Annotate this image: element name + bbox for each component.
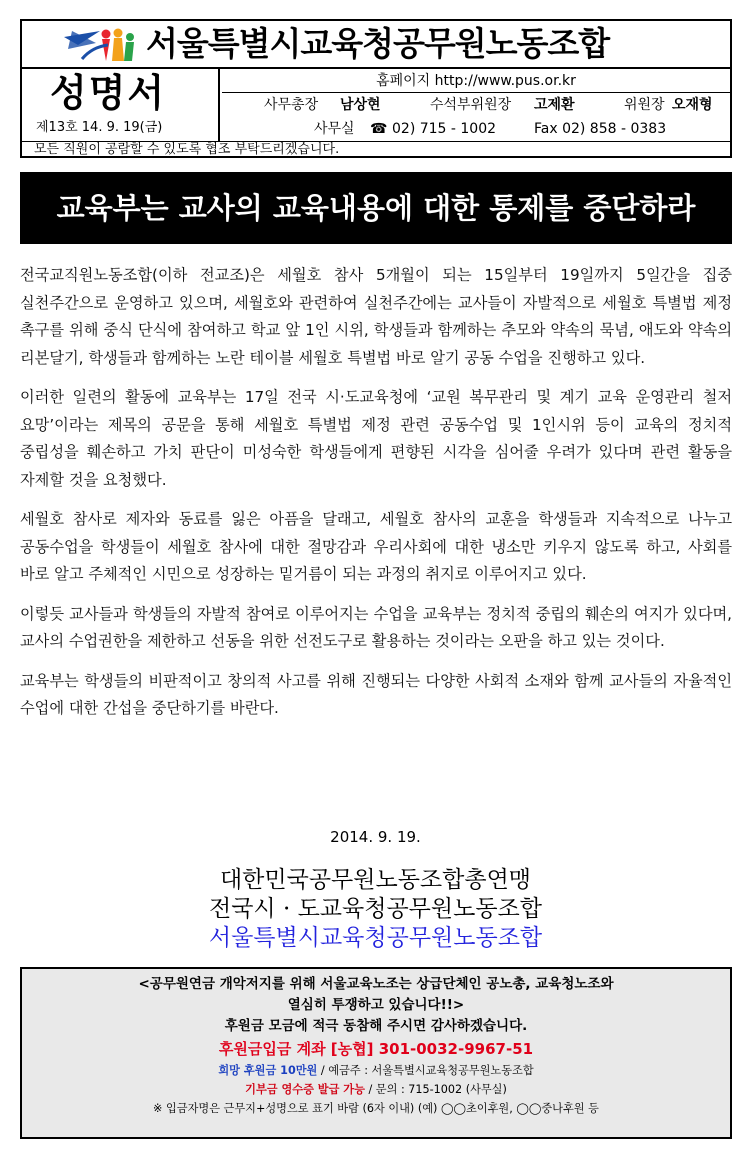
donation-line-3: 후원금 모금에 적극 동참해 주시면 감사하겠습니다. [224,1018,528,1034]
letterhead [20,19,732,158]
office-phone: 02) 715 - 1002 [392,121,497,137]
paragraph: 교육부는 학생들의 비판적이고 창의적 사고를 위해 진행되는 다양한 사회적 소재와 함께 교사들의 자율적인 수업에 대한 간섭을 중단하기를 바란다. [20,671,732,717]
signature-federation: 대한민국공무원노동조합총연맹 [219,867,532,893]
letterhead-left [22,69,220,141]
receipt-notice: 기부금 영수증 발급 가능 [245,1083,365,1096]
paragraph: 이러한 일련의 활동에 교육부는 17일 전국 시·도교육청에 ‘교원 복무관리 및 계기 교육 운영관리 철저 요망’이라는 제목의 공문을 통해 세월호 특별법 제정 관련 공동수업 및 1인시위 등이 교육의 정치적 중립성을 훼손하고 가치 판단이 미성숙한 학생들에게 편향된 시각을 심어줄 우려가 있다며 관련 활동을 자제할 것을 요청했다. [20,388,732,489]
signature-seoul-union: 서울특별시교육청공무원노동조합 [208,925,543,951]
paragraph: 세월호 참사로 제자와 동료를 잃은 아픔을 달래고, 세월호 참사의 교훈을 학생들과 지속적으로 나누고 공동수업을 학생들이 세월호 참사에 대한 절망감과 우리사회에 대한 냉소만 키우지 않도록 하고, 사회를 바로 알고 주체적인 시민으로 성장하는 밑거름이 되는 과정의 취지로 이루어지고 있다. [20,510,732,583]
donation-line-1: <공무원연금 개악저지를 위해 서울교육노조는 상급단체인 공노총, 교육청노조와 [138,976,614,992]
office-label: 사무실 [314,121,355,137]
officers-row [222,93,730,117]
phone-icon: ☎ [370,121,388,137]
hope-amount: 희망 후원금 10만원 [218,1064,318,1077]
signatures [0,866,751,953]
vice-chair-title: 수석부위원장 [430,97,512,113]
letterhead-top [22,21,730,69]
homepage-label: 홈페이지 [376,73,431,89]
contact-row [222,117,730,141]
donation-account: 후원금입금 계좌 [농협] 301-0032-9967-51 [218,1040,534,1058]
secretary-title: 사무총장 [264,97,319,113]
chair-title: 위원장 [624,97,665,113]
statement-date: 2014. 9. 19. [330,828,421,846]
donation-line-2: 열심히 투쟁하고 있습니다!!> [287,997,465,1013]
chair-name: 오재형 [672,97,713,113]
document-type: 성명서 [50,71,167,115]
paragraph: 전국교직원노동조합(이하 전교조)은 세월호 참사 5개월이 되는 15일부터 19일까지 5일간을 집중 실천주간으로 운영하고 있으며, 세월호와 관련하여 실천주간에는 교사들이 자발적으로 세월호 특별법 제정 촉구를 위해 중식 단식에 참여하고 학교 앞 1인 시위, 학생들과 함께하는 추모와 약속의 묵념, 애도와 약속의 리본달기, 학생들과 함께하는 노란 테이블 세월호 특별법 바로 알기 공동 수업을 진행하고 있다. [20,266,732,367]
secretary-name: 남상현 [340,97,381,113]
donation-name-notice: ※ 입금자명은 근무지+성명으로 표기 바람 (6자 이내) (예) ◯◯초이후원, ◯◯중나후원 등 [153,1102,599,1115]
inquiry: / 문의 : 715-1002 (사무실) [364,1083,507,1096]
statement-body [20,262,732,735]
donation-box [20,967,732,1139]
letterhead-right [222,69,730,141]
donation-receipt-line [22,1080,730,1099]
issue-number: 제13호 14. 9. 19(금) [36,120,163,135]
homepage-url[interactable]: http://www.pus.or.kr [434,73,576,89]
paragraph: 이렇듯 교사들과 학생들의 자발적 참여로 이루어지는 수업을 교육부는 정치적 중립의 훼손의 여지가 있다며, 교사의 수업권한을 제한하고 선동을 위한 선전도구로 활용하는 것이라는 오판을 하고 있는 것이다. [20,604,732,650]
homepage-row [222,69,730,93]
signature-national-union: 전국시 · 도교육청공무원노동조합 [209,896,542,922]
vice-chair-name: 고제환 [534,97,575,113]
union-name: 서울특별시교육청공무원노동조합 [146,24,610,63]
office-fax: Fax 02) 858 - 0383 [534,121,667,137]
circulation-note: 모든 직원이 공람할 수 있도록 협조 부탁드리겠습니다. [22,141,730,158]
depositor: / 예금주 : 서울특별시교육청공무원노동조합 [317,1064,534,1077]
donation-depositor-line [22,1061,730,1080]
statement-title: 교육부는 교사의 교육내용에 대한 통제를 중단하라 [20,172,732,244]
union-logo-icon [62,25,138,65]
